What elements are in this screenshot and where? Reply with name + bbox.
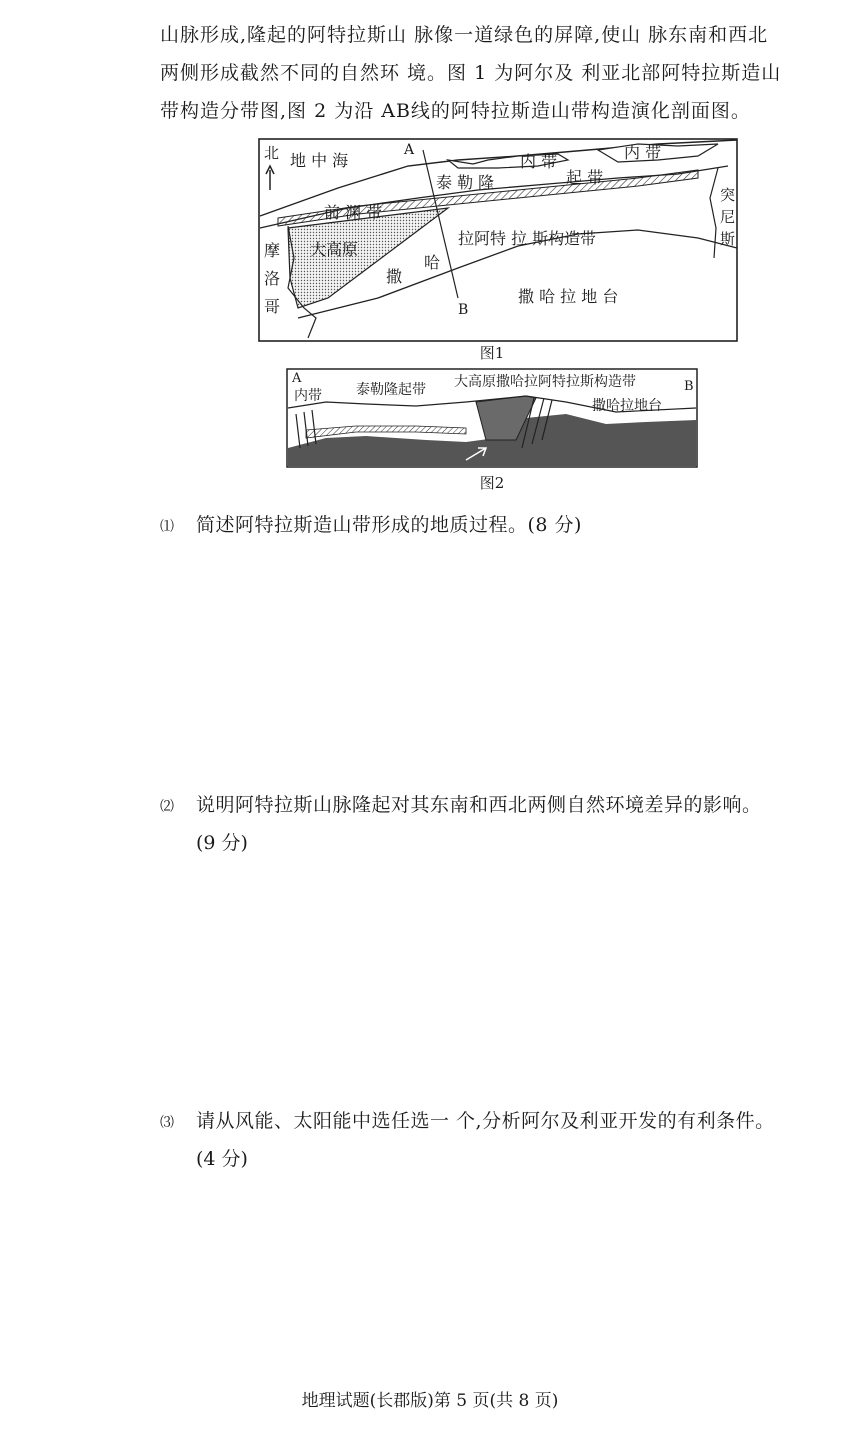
intro-line-1: 山脉形成,隆起的阿特拉斯山 脉像一道绿色的屏障,使山 脉东南和西北 [160,24,769,46]
question-2-text: 说明阿特拉斯山脉隆起对其东南和西北两侧自然环境差异的影响。 [196,794,762,816]
fig1-morocco2: 洛 [264,269,281,288]
question-3-text: 请从风能、太阳能中选任选一 个,分析阿尔及利亚开发的有利条件。 [196,1110,775,1132]
fig2-tell-label: 泰勒隆起带 [356,382,426,398]
question-2-number: ⑵ [160,799,175,815]
fig1-tell-label: 泰 勒 隆 [436,173,495,192]
intro-line-2: 两侧形成截然不同的自然环 境。图 1 为阿尔及 利亚北部阿特拉斯造山 [160,62,782,84]
question-1 [160,510,582,537]
fig1-point-a: A [404,142,415,158]
figure-2-caption: 图2 [479,474,505,492]
fig1-ha-label: 哈 [424,253,441,272]
page-footer: 地理试题(长郡版)第 5 页(共 8 页) [301,1391,559,1411]
question-3 [160,1106,775,1133]
fig1-foredeep-label: 前 渊 带 [324,203,383,222]
fig1-saharan-label: 撒 哈 拉 地 台 [518,287,619,306]
fig1-tunisia1: 突 [720,186,736,204]
question-2-points: (9 分) [196,832,248,854]
intro-line-3: 带构造分带图,图 2 为沿 AB线的阿特拉斯造山带构造演化剖面图。 [160,100,751,122]
question-1-text: 简述阿特拉斯造山带形成的地质过程。(8 分) [196,514,582,536]
fig1-morocco1: 摩 [264,241,281,260]
fig1-plateau-label: 大高原 [310,240,359,259]
fig1-sea-label: 地 中 海 [290,151,349,170]
fig1-tunisia2: 尼 [720,208,736,226]
fig1-north-label: 北 [264,144,280,162]
fig2-point-a: A [292,371,302,386]
fig1-sa-label: 撒 [386,267,403,286]
question-2 [160,790,762,817]
fig2-saharan-label: 撒哈拉地台 [592,398,662,414]
figure-2-section [286,368,698,468]
fig1-tunisia3: 斯 [720,230,736,248]
fig2-point-b: B [684,379,694,394]
fig1-inner2-label: 内 带 [624,143,662,162]
fig1-atlas-label: 拉阿特 拉 斯构造带 [458,229,597,248]
fig1-tell2-label: 起 带 [566,168,604,187]
figure-1-caption: 图1 [479,344,505,362]
fig2-inner-label: 内带 [294,388,322,404]
question-1-number: ⑴ [160,519,175,535]
fig2-plateau-atlas-label: 大高原撒哈拉阿特拉斯构造带 [454,374,636,390]
question-3-number: ⑶ [160,1115,175,1131]
fig1-inner1-label: 内 带 [520,152,558,171]
fig1-morocco3: 哥 [264,297,281,316]
fig1-point-b: B [458,302,469,318]
figure-1-map [258,138,738,342]
question-3-points: (4 分) [196,1148,248,1170]
